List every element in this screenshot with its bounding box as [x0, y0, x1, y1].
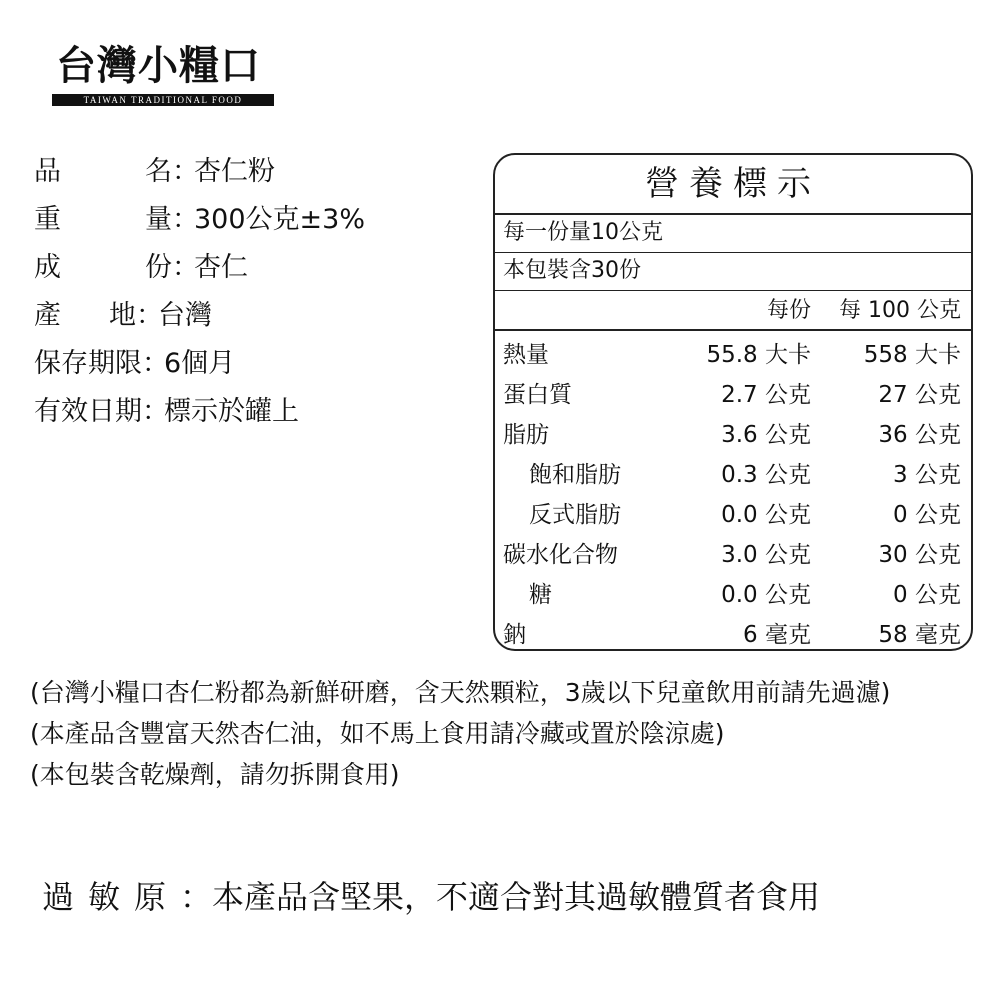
nutrient-per-serving: 3.6 公克 — [721, 422, 811, 448]
nutrient-per-serving: 2.7 公克 — [721, 382, 811, 408]
info-label-char: 名 — [145, 156, 172, 187]
info-row-expiry — [34, 388, 474, 436]
nutrition-rows — [495, 331, 971, 651]
note-desiccant: (本包裝含乾燥劑，請勿拆開食用) — [30, 760, 400, 789]
nutrient-name: 反式脂肪 — [529, 502, 621, 528]
info-label — [34, 196, 172, 244]
info-colon: ： — [136, 300, 163, 331]
nutrient-name: 糖 — [529, 582, 552, 608]
nutrition-header — [495, 291, 971, 331]
nutrition-row — [495, 535, 971, 575]
info-colon: ： — [172, 156, 199, 187]
product-notes — [30, 672, 970, 795]
info-label — [34, 292, 136, 340]
nutrient-per-serving: 0.0 公克 — [721, 582, 811, 608]
brand-logo-text: 台灣小糧口 — [56, 42, 261, 89]
nutrition-table — [493, 153, 973, 651]
allergen-text: 本產品含堅果，不適合對其過敏體質者食用 — [212, 878, 821, 916]
nutrient-per-serving: 6 毫克 — [743, 622, 811, 648]
nutrition-row — [495, 615, 971, 651]
note-fresh-ground: (台灣小糧口杏仁粉都為新鮮研磨，含天然顆粒，3歲以下兒童飲用前請先過濾) — [30, 678, 891, 707]
nutrient-per-100g: 27 公克 — [878, 382, 961, 408]
nutrition-row — [495, 575, 971, 615]
header-per-serving: 每份 — [766, 298, 811, 323]
nutrient-per-100g: 58 毫克 — [878, 622, 961, 648]
nutrient-name: 鈉 — [503, 622, 526, 648]
nutrient-per-100g: 3 公克 — [893, 462, 961, 488]
info-value: 6個月 — [164, 348, 236, 379]
info-label — [34, 244, 172, 292]
brand-logo-subtitle: TAIWAN TRADITIONAL FOOD — [52, 94, 274, 106]
info-label-char: 地 — [109, 300, 136, 331]
info-label-char: 份 — [145, 252, 172, 283]
info-row-ingredients — [34, 244, 474, 292]
info-value: 標示於罐上 — [164, 396, 299, 427]
serving-size: 每一份量10公克 — [495, 215, 971, 253]
info-colon: ： — [142, 396, 169, 427]
note-storage: (本產品含豐富天然杏仁油，如不馬上食用請冷藏或置於陰涼處) — [30, 719, 725, 748]
allergen-statement — [42, 872, 820, 922]
nutrition-row — [495, 335, 971, 375]
nutrient-name: 蛋白質 — [503, 382, 572, 408]
info-colon: ： — [172, 252, 199, 283]
nutrient-per-serving: 3.0 公克 — [721, 542, 811, 568]
brand-logo — [52, 40, 278, 106]
nutrient-per-100g: 30 公克 — [878, 542, 961, 568]
header-blank — [495, 291, 695, 329]
nutrient-per-serving: 55.8 大卡 — [706, 342, 811, 368]
servings-per-package: 本包裝含30份 — [495, 253, 971, 291]
info-label — [34, 148, 172, 196]
nutrient-per-100g: 36 公克 — [878, 422, 961, 448]
info-value: 杏仁粉 — [194, 156, 275, 187]
info-label-char: 重 — [34, 204, 61, 235]
info-label-char: 量 — [145, 204, 172, 235]
info-label-char: 成 — [34, 252, 61, 283]
nutrient-name: 熱量 — [503, 342, 549, 368]
info-row-name — [34, 148, 474, 196]
header-per-100g: 每 100 公克 — [839, 298, 961, 323]
info-row-origin — [34, 292, 474, 340]
info-value: 杏仁 — [194, 252, 248, 283]
nutrient-per-serving: 0.0 公克 — [721, 502, 811, 528]
info-value: 300公克±3% — [194, 204, 365, 235]
nutrient-name: 脂肪 — [503, 422, 549, 448]
nutrition-title: 營養標示 — [495, 155, 971, 215]
info-row-shelf-life — [34, 340, 474, 388]
info-label-char: 品 — [34, 156, 61, 187]
nutrition-row — [495, 495, 971, 535]
info-label: 保存期限 — [34, 348, 142, 379]
allergen-label: 過敏原 — [42, 878, 181, 916]
info-label: 有效日期 — [34, 396, 142, 427]
info-value: 台灣 — [158, 300, 212, 331]
info-colon: ： — [142, 348, 169, 379]
nutrient-name: 飽和脂肪 — [529, 462, 621, 488]
nutrient-per-100g: 0 公克 — [893, 502, 961, 528]
info-row-weight — [34, 196, 474, 244]
nutrient-per-serving: 0.3 公克 — [721, 462, 811, 488]
info-label-char: 產 — [34, 300, 61, 331]
product-info — [34, 148, 474, 436]
nutrition-row — [495, 375, 971, 415]
nutrition-row — [495, 455, 971, 495]
nutrient-per-100g: 0 公克 — [893, 582, 961, 608]
info-colon: ： — [172, 204, 199, 235]
allergen-colon: ： — [180, 878, 213, 916]
nutrition-row — [495, 415, 971, 455]
nutrient-per-100g: 558 大卡 — [863, 342, 961, 368]
nutrient-name: 碳水化合物 — [503, 542, 618, 568]
